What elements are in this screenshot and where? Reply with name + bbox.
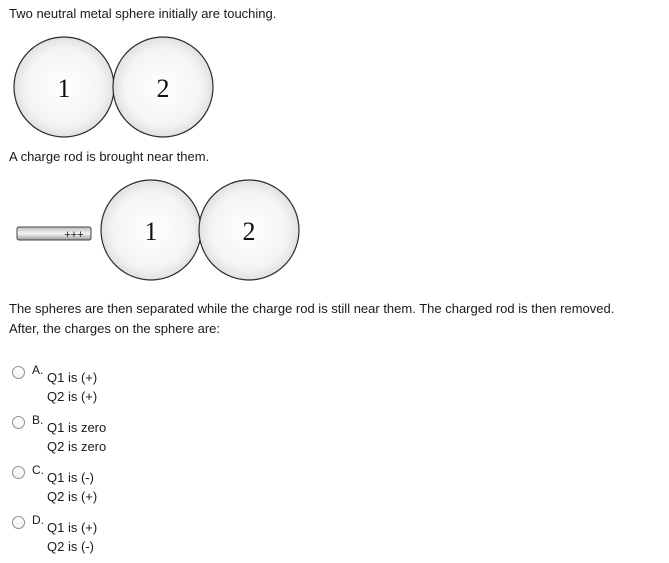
- question-prompt-line-1: The spheres are then separated while the charge rod is still near them. The charged rod is then removed.: [9, 301, 615, 316]
- sphere-1-label: 1: [57, 74, 71, 103]
- rod-approach-text: A charge rod is brought near them.: [9, 149, 210, 164]
- rod-and-spheres-figure: [0, 170, 310, 290]
- option-text-q2: Q2 is (+): [47, 389, 98, 404]
- radio-button-c[interactable]: [12, 466, 25, 479]
- option-text-q1: Q1 is (-): [47, 470, 94, 485]
- question-prompt-line-2: After, the charges on the sphere are:: [9, 321, 221, 336]
- option-text-q2: Q2 is (+): [47, 489, 98, 504]
- option-text-q2: Q2 is zero: [47, 439, 107, 454]
- option-text-q2: Q2 is (-): [47, 539, 94, 554]
- question-prompt: [9, 299, 649, 339]
- option-text-q1: Q1 is (+): [47, 520, 98, 535]
- radio-button-d[interactable]: [12, 516, 25, 529]
- question-intro-text: Two neutral metal sphere initially are touching.: [9, 6, 277, 21]
- rod-charge-label: +++: [64, 229, 84, 241]
- answer-option-c[interactable]: [12, 463, 212, 510]
- answer-option-d[interactable]: [12, 513, 212, 560]
- radio-button-b[interactable]: [12, 416, 25, 429]
- radio-button-a[interactable]: [12, 366, 25, 379]
- answer-option-a[interactable]: [12, 363, 212, 410]
- option-letter: D.: [32, 513, 44, 527]
- sphere-2-label: 2: [156, 74, 170, 103]
- option-text-q1: Q1 is (+): [47, 370, 98, 385]
- option-text-q1: Q1 is zero: [47, 420, 107, 435]
- touching-spheres-figure: [0, 30, 230, 145]
- sphere-1-label: 1: [144, 217, 158, 246]
- option-letter: A.: [32, 363, 44, 377]
- option-letter: C.: [32, 463, 44, 477]
- answer-option-b[interactable]: [12, 413, 212, 460]
- sphere-2-label: 2: [242, 217, 256, 246]
- option-letter: B.: [32, 413, 44, 427]
